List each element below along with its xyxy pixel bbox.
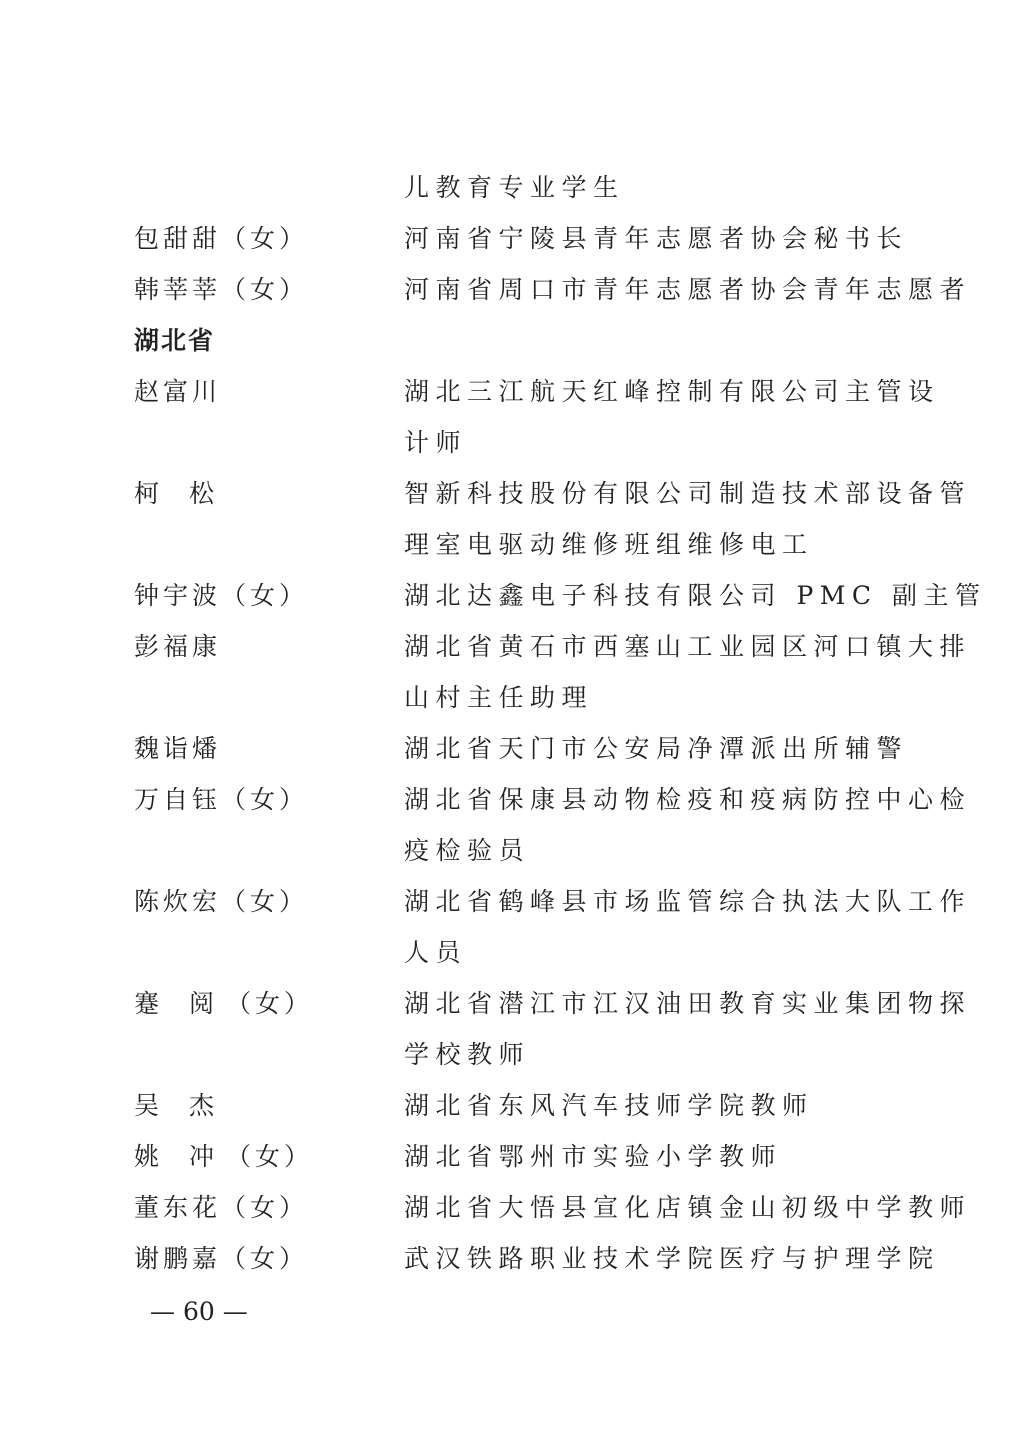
- entry-description: 湖北三江航天红峰控制有限公司主管设: [404, 377, 940, 406]
- entry-gender-note: （女）: [226, 1142, 314, 1171]
- entry-name-part: 杰: [189, 1091, 219, 1120]
- entry-description: 河南省宁陵县青年志愿者协会秘书长: [404, 224, 909, 253]
- entry-name-part: 蹇: [134, 989, 164, 1018]
- entry-name: [134, 982, 313, 1026]
- entry-name: [134, 1135, 313, 1179]
- entry-name: 韩莘莘（女）: [134, 275, 309, 304]
- entry-description: 人员: [404, 938, 468, 967]
- entry-description: 湖北达鑫电子科技有限公司 PMC 副主管: [404, 581, 987, 610]
- entry-name: 陈炊宏（女）: [134, 887, 309, 916]
- entry-name: [134, 472, 218, 516]
- entry-name: 魏诣燔: [134, 734, 222, 763]
- entry-description: 湖北省潜江市江汉油田教育实业集团物探: [404, 989, 972, 1018]
- entry-name: 万自钰（女）: [134, 785, 309, 814]
- entry-description: 湖北省天门市公安局净潭派出所辅警: [404, 734, 909, 763]
- section-heading: 湖北省: [134, 326, 216, 355]
- entry-description: 湖北省保康县动物检疫和疫病防控中心检: [404, 785, 972, 814]
- entry-name-part: 松: [189, 479, 219, 508]
- entry-gender-note: （女）: [226, 989, 314, 1018]
- entry-description: 计师: [404, 428, 468, 457]
- entry-name: 赵富川: [134, 377, 222, 406]
- entry-name: 钟宇波（女）: [134, 581, 309, 610]
- entry-description: 湖北省黄石市西塞山工业园区河口镇大排: [404, 632, 972, 661]
- entry-name: [134, 1084, 218, 1128]
- entry-description: 武汉铁路职业技术学院医疗与护理学院: [404, 1244, 940, 1273]
- entry-description: 湖北省东风汽车技师学院教师: [404, 1091, 814, 1120]
- entry-description: 学校教师: [404, 1040, 531, 1069]
- entry-name-part: 阅: [189, 989, 219, 1018]
- entry-name: 谢鹏嘉（女）: [134, 1244, 309, 1273]
- entry-description: 山村主任助理: [404, 683, 594, 712]
- entry-description: 儿教育专业学生: [404, 173, 625, 202]
- entry-name-part: 柯: [134, 479, 164, 508]
- entry-description: 智新科技股份有限公司制造技术部设备管: [404, 479, 972, 508]
- entry-name: 包甜甜（女）: [134, 224, 309, 253]
- entry-description: 湖北省大悟县宣化店镇金山初级中学教师: [404, 1193, 972, 1222]
- entry-description: 湖北省鄂州市实验小学教师: [404, 1142, 783, 1171]
- entry-description: 疫检验员: [404, 836, 531, 865]
- entry-name-part: 吴: [134, 1091, 164, 1120]
- page-number: — 60 —: [150, 1297, 248, 1326]
- entry-name: 董东花（女）: [134, 1193, 309, 1222]
- entry-name-part: 姚: [134, 1142, 164, 1171]
- entry-description: 河南省周口市青年志愿者协会青年志愿者: [404, 275, 972, 304]
- entry-name-part: 冲: [189, 1142, 219, 1171]
- entry-name: 彭福康: [134, 632, 222, 661]
- entry-description: 湖北省鹤峰县市场监管综合执法大队工作: [404, 887, 972, 916]
- entry-description: 理室电驱动维修班组维修电工: [404, 530, 814, 559]
